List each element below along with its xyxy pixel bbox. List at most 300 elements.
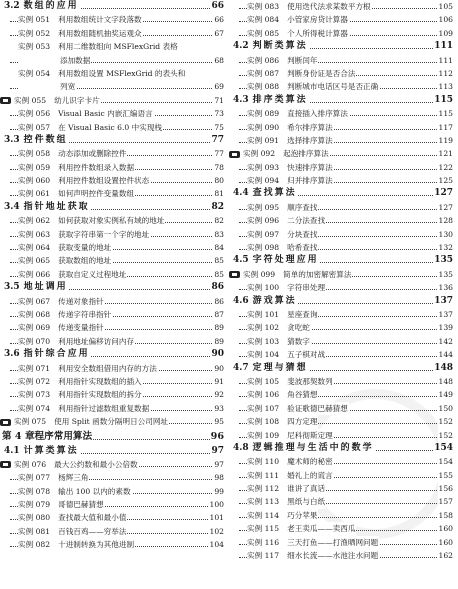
toc-entry[interactable]: [233, 201, 453, 214]
page-number: 135: [433, 254, 453, 267]
example-title: 巧分苹果: [287, 510, 318, 520]
example-title: 哈希查找: [287, 243, 318, 253]
example-id: 实例 059: [18, 162, 51, 172]
example-id: 实例 081: [18, 526, 51, 536]
toc-section[interactable]: [233, 442, 453, 455]
toc-entry[interactable]: [233, 67, 453, 80]
example-id: 实例 097: [247, 229, 280, 239]
toc-entry[interactable]: [4, 308, 224, 321]
example-id: 实例 067: [18, 296, 51, 306]
page-number: 82: [210, 201, 224, 214]
page-number: 68: [213, 54, 224, 67]
page-number: 112: [438, 67, 454, 80]
page-number: 90: [210, 348, 224, 361]
toc-entry[interactable]: [233, 402, 453, 415]
entry-text: [18, 13, 143, 26]
toc-section[interactable]: [4, 445, 224, 458]
entry-text: [247, 80, 379, 93]
entry-text: [18, 147, 127, 160]
example-id: 实例 108: [247, 417, 280, 427]
example-id: 实例 105: [247, 376, 280, 386]
toc-entry[interactable]: [4, 402, 224, 415]
section-title: 程序常用算法: [34, 430, 93, 442]
toc-section[interactable]: [4, 281, 224, 294]
section-title: 数组的应用: [23, 1, 79, 11]
toc-entry[interactable]: [233, 482, 453, 495]
entry-text: [18, 67, 186, 80]
toc-entry[interactable]: [4, 415, 224, 428]
section-title: 游戏算法: [252, 295, 297, 306]
page-number: 101: [209, 511, 225, 524]
page-number: 75: [213, 121, 224, 134]
example-title: 二分法查找: [287, 216, 326, 226]
entry-text: [18, 254, 112, 267]
example-title: 四方定理: [287, 417, 318, 427]
example-title: 归并排序算法: [287, 176, 333, 186]
entry-text: [247, 482, 326, 495]
toc-entry[interactable]: [233, 469, 453, 482]
section-title: 指针综合应用: [23, 349, 90, 360]
example-id: 实例 111: [247, 470, 280, 480]
entry-text: [247, 13, 349, 26]
toc-section[interactable]: [233, 94, 453, 107]
example-id: 实例 064: [18, 243, 51, 253]
entry-text: [18, 268, 127, 281]
toc-entry[interactable]: [233, 549, 453, 562]
page-number: 160: [438, 536, 454, 549]
toc-chapter[interactable]: [4, 429, 224, 445]
video-icon: [229, 151, 240, 158]
toc-entry[interactable]: [233, 335, 453, 348]
entry-text: [18, 228, 150, 241]
toc-entry[interactable]: [233, 214, 453, 227]
entry-text: [247, 402, 349, 415]
example-id: 实例 058: [18, 149, 51, 159]
entry-text: [2, 429, 93, 445]
toc-entry[interactable]: [233, 107, 453, 120]
entry-text: [18, 174, 150, 187]
toc-section[interactable]: [233, 362, 453, 375]
example-title: 利用指针实现数组的拆分: [58, 390, 142, 400]
example-id: 实例 070: [18, 336, 51, 346]
example-title: 五子棋对战: [287, 350, 326, 360]
section-number: 3.3: [4, 134, 20, 145]
example-id: 实例 056: [18, 109, 51, 119]
page-number: 149: [438, 388, 454, 401]
example-title: 传递对象指针: [58, 296, 104, 306]
section-number: 4.6: [233, 295, 249, 306]
example-title: 幼儿识字卡片: [54, 95, 100, 105]
entry-text: [247, 522, 356, 535]
toc-entry[interactable]: [233, 455, 453, 468]
section-title: 逻辑推理与生活中的数学: [252, 442, 374, 453]
page-number: 71: [213, 94, 224, 107]
toc-section[interactable]: [233, 40, 453, 53]
entry-text: [247, 241, 318, 254]
page-number: 66: [213, 13, 224, 26]
toc-entry[interactable]: [233, 388, 453, 401]
toc-entry[interactable]: [233, 321, 453, 334]
entry-text: [18, 40, 179, 53]
page-number: 83: [213, 228, 224, 241]
toc-entry[interactable]: [4, 13, 224, 26]
toc-entry[interactable]: [233, 174, 453, 187]
example-title: 细水长流——水池注水问题: [287, 551, 379, 561]
example-id: 实例 055: [14, 95, 47, 105]
toc-entry[interactable]: [233, 415, 453, 428]
example-title: 魔术师的秘密: [287, 457, 333, 467]
toc-entry-continuation[interactable]: [4, 80, 224, 93]
entry-text: [233, 362, 309, 375]
toc-entry[interactable]: [4, 214, 224, 227]
example-id: 实例 110: [247, 457, 280, 467]
toc-column-left: [4, 0, 224, 552]
toc-entry[interactable]: [4, 241, 224, 254]
example-id: 实例 080: [18, 513, 51, 523]
page-number: 106: [438, 13, 454, 26]
toc-entry[interactable]: [233, 121, 453, 134]
entry-text: [4, 201, 91, 214]
entry-text: [18, 107, 154, 120]
page-number: 113: [438, 80, 454, 93]
entry-text: [18, 375, 143, 388]
example-id: 实例 066: [18, 269, 51, 279]
entry-text: [18, 498, 105, 511]
toc-entry[interactable]: [233, 375, 453, 388]
toc-entry[interactable]: [4, 161, 224, 174]
entry-text: [18, 402, 150, 415]
entry-text: [247, 0, 372, 13]
example-id: 实例 054: [18, 68, 51, 78]
toc-entry[interactable]: [233, 308, 453, 321]
page-number: 148: [433, 362, 453, 375]
example-title: 黑纸与白纸: [287, 497, 326, 507]
toc-entry[interactable]: [233, 429, 453, 442]
example-title: 斐波那契数列: [287, 376, 333, 386]
toc-entry[interactable]: [4, 187, 224, 200]
entry-text: [247, 54, 318, 67]
entry-text: [247, 495, 326, 508]
example-id: 实例 065: [18, 256, 51, 266]
entry-text: [4, 0, 80, 13]
toc-section[interactable]: [4, 134, 224, 147]
toc-entry[interactable]: [233, 147, 453, 160]
example-title: 使用 Split 函数分隔明日公司网址: [54, 417, 169, 427]
toc-entry[interactable]: [4, 254, 224, 267]
toc-entry[interactable]: [4, 335, 224, 348]
page-number: 154: [438, 455, 454, 468]
example-title: 输出 100 以内的素数: [58, 486, 131, 496]
toc-entry[interactable]: [4, 94, 224, 107]
example-title: 角谷猜想: [287, 390, 318, 400]
toc-entry[interactable]: [4, 295, 224, 308]
page-number: 144: [438, 348, 454, 361]
page-number: 128: [438, 214, 454, 227]
section-title: 控件数组: [23, 134, 68, 145]
toc-entry[interactable]: [4, 525, 224, 538]
page-number: 104: [209, 538, 225, 551]
toc-entry[interactable]: [4, 67, 224, 80]
example-title: 贪吃蛇: [287, 323, 310, 333]
toc-entry[interactable]: [4, 268, 224, 281]
toc-entry[interactable]: [233, 536, 453, 549]
toc-entry[interactable]: [233, 241, 453, 254]
toc-entry[interactable]: [233, 509, 453, 522]
example-id: 实例 068: [18, 309, 51, 319]
section-title: 计算类算法: [23, 445, 79, 456]
section-number: 4.7: [233, 362, 249, 373]
page-number: 155: [438, 469, 454, 482]
example-id: 实例 104: [247, 350, 280, 360]
example-title: 利用数组随机抽奖运观众: [58, 28, 142, 38]
toc-entry-continuation[interactable]: [4, 54, 224, 67]
page-number: 89: [213, 321, 224, 334]
toc-entry[interactable]: [4, 471, 224, 484]
example-title: 利用数组统计文字段落数: [58, 15, 142, 25]
example-id: 实例 092: [243, 149, 276, 159]
toc-entry[interactable]: [4, 228, 224, 241]
example-id: 实例 076: [14, 459, 47, 469]
toc-entry[interactable]: [233, 161, 453, 174]
toc-entry[interactable]: [4, 107, 224, 120]
page-number: 139: [438, 321, 454, 334]
example-id: 实例 051: [18, 15, 51, 25]
toc-section[interactable]: [4, 348, 224, 361]
example-id: 实例 106: [247, 390, 280, 400]
page-number: 96: [210, 429, 224, 445]
entry-text: [18, 362, 158, 375]
toc-entry[interactable]: [233, 522, 453, 535]
example-id: 实例 085: [247, 28, 280, 38]
example-title: 添加数据: [60, 55, 91, 65]
page-number: 122: [438, 161, 454, 174]
entry-text: [233, 94, 309, 107]
example-title: 选择排序算法: [287, 135, 333, 145]
toc-entry[interactable]: [4, 511, 224, 524]
page-number: 66: [210, 0, 224, 13]
page-number: 162: [438, 549, 454, 562]
example-title: 获取数组的地址: [58, 256, 112, 266]
entry-text: [233, 442, 375, 455]
entry-text: [233, 254, 320, 267]
example-id: 实例 074: [18, 403, 51, 413]
page-number: 100: [209, 498, 225, 511]
example-id: 实例 079: [18, 500, 51, 510]
page-number: 81: [213, 187, 224, 200]
entry-text: [247, 67, 356, 80]
page-number: 77: [210, 134, 224, 147]
toc-entry[interactable]: [4, 498, 224, 511]
entry-text: [18, 321, 105, 334]
page-number: 93: [213, 402, 224, 415]
example-title: 顺序查找: [287, 202, 318, 212]
example-title: 分块查找: [287, 229, 318, 239]
section-number: 第 4 章: [2, 430, 35, 442]
example-title: 如何获取对象实例私有域的地址: [58, 216, 165, 226]
section-title: 排序类算法: [252, 94, 308, 105]
toc-entry[interactable]: [4, 27, 224, 40]
page-number: 80: [213, 174, 224, 187]
page-number: 86: [213, 295, 224, 308]
toc-entry[interactable]: [4, 147, 224, 160]
page-number: 67: [213, 27, 224, 40]
example-id: 实例 094: [247, 176, 280, 186]
entry-text: [247, 348, 326, 361]
example-id: 实例 062: [18, 216, 51, 226]
example-title: 传递字符串指针: [58, 309, 112, 319]
toc-entry[interactable]: [233, 281, 453, 294]
page-number: 127: [438, 201, 454, 214]
toc-entry[interactable]: [4, 121, 224, 134]
entry-text: [233, 295, 298, 308]
toc-section[interactable]: [233, 295, 453, 308]
example-id: 实例 112: [247, 484, 280, 494]
example-id: 实例 060: [18, 176, 51, 186]
toc-entry[interactable]: [4, 321, 224, 334]
example-title: 查找最大值和最小值: [58, 513, 127, 523]
toc-entry[interactable]: [233, 13, 453, 26]
page-number: 117: [438, 121, 454, 134]
entry-text: [0, 94, 101, 107]
example-id: 实例 116: [247, 537, 280, 547]
page-number: 69: [213, 80, 224, 93]
entry-text: [18, 161, 135, 174]
toc-entry[interactable]: [4, 40, 224, 53]
example-id: 实例 078: [18, 486, 51, 496]
video-icon: [0, 419, 11, 426]
video-icon: [229, 271, 240, 278]
entry-text: [18, 27, 143, 40]
toc-entry[interactable]: [4, 375, 224, 388]
toc-entry[interactable]: [233, 134, 453, 147]
entry-text: [233, 40, 309, 53]
example-title: 十进制转换为其他进制: [58, 540, 135, 550]
example-title: 简单的加密解密算法: [283, 269, 352, 279]
example-title: 个人所得税计算器: [287, 28, 348, 38]
toc-entry[interactable]: [233, 268, 453, 281]
section-number: 4.1: [4, 445, 20, 456]
example-id: 实例 102: [247, 323, 280, 333]
example-id: 实例 090: [247, 122, 280, 132]
example-id: 实例 083: [247, 2, 280, 11]
example-title: 列宽: [60, 82, 76, 92]
toc-entry[interactable]: [233, 0, 453, 13]
example-title: 判断闰年: [287, 55, 318, 65]
example-id: 实例 103: [247, 336, 280, 346]
example-id: 实例 077: [18, 473, 51, 483]
toc-section[interactable]: [233, 254, 453, 267]
example-title: 如何声明控件变量数组: [58, 189, 135, 199]
entry-text: [18, 538, 135, 551]
section-title: 定理与猜想: [252, 362, 308, 373]
entry-text: [247, 281, 326, 294]
toc-entry[interactable]: [4, 485, 224, 498]
video-icon: [0, 97, 11, 104]
section-title: 查找算法: [252, 188, 297, 199]
entry-text: [247, 549, 379, 562]
page-number: 160: [438, 522, 454, 535]
example-title: 验证歌德巴赫猜想: [287, 403, 348, 413]
section-title: 判断类算法: [252, 41, 308, 52]
page-number: 99: [213, 485, 224, 498]
example-title: 利用控件数组录入数据: [58, 162, 135, 172]
toc-section[interactable]: [233, 187, 453, 200]
page-number: 142: [438, 335, 454, 348]
toc-entry[interactable]: [233, 495, 453, 508]
example-id: 实例 072: [18, 376, 51, 386]
toc-entry[interactable]: [4, 174, 224, 187]
example-id: 实例 069: [18, 323, 51, 333]
section-number: 4.2: [233, 41, 249, 52]
page-number: 115: [438, 107, 454, 120]
section-number: 3.4: [4, 201, 20, 212]
entry-text: [18, 388, 143, 401]
page-number: 150: [438, 402, 454, 415]
example-title: 利用地址偏移访问内存: [58, 336, 135, 346]
example-title: 在 Visual Basic 6.0 中实现栈: [58, 122, 163, 132]
section-number: 4.8: [233, 442, 249, 453]
toc-entry[interactable]: [233, 228, 453, 241]
page-number: 85: [213, 254, 224, 267]
page-number: 77: [213, 147, 224, 160]
page-number: 91: [213, 375, 224, 388]
toc-entry[interactable]: [233, 80, 453, 93]
example-title: 动态添加或删除控件: [58, 149, 127, 159]
toc-entry[interactable]: [233, 54, 453, 67]
example-title: 字符串处理: [287, 283, 326, 293]
entry-text: [247, 321, 311, 334]
example-title: Visual Basic 内嵌汇编语言: [58, 109, 153, 119]
example-title: 小管家房贷计算器: [287, 15, 348, 25]
entry-text: [247, 134, 334, 147]
entry-text: [247, 415, 318, 428]
page-number: 109: [438, 27, 454, 40]
example-id: 实例 095: [247, 202, 280, 212]
toc-entry[interactable]: [4, 538, 224, 551]
toc-entry[interactable]: [233, 348, 453, 361]
page-number: 87: [213, 308, 224, 321]
example-title: 希尔排序算法: [287, 122, 333, 132]
entry-text: [247, 388, 318, 401]
example-title: 星座查询: [287, 309, 318, 319]
page-number: 82: [213, 214, 224, 227]
example-title: 获取变量的地址: [58, 243, 112, 253]
example-title: 获取字符串第一个字的地址: [58, 229, 150, 239]
toc-section[interactable]: [4, 201, 224, 214]
entry-text: [18, 471, 89, 484]
entry-text: [4, 348, 91, 361]
toc-section[interactable]: [4, 0, 224, 13]
example-id: 实例 084: [247, 15, 280, 25]
page-number: 78: [213, 161, 224, 174]
example-title: 获取自定义过程地址: [58, 269, 127, 279]
entry-text: [247, 429, 334, 442]
entry-text: [4, 281, 69, 294]
toc-entry[interactable]: [4, 362, 224, 375]
example-id: 实例 057: [18, 122, 51, 132]
toc-entry[interactable]: [4, 388, 224, 401]
page-number: 137: [438, 308, 454, 321]
page-number: 127: [433, 187, 453, 200]
toc-entry[interactable]: [233, 27, 453, 40]
entry-text: [247, 214, 326, 227]
example-id: 实例 086: [247, 55, 280, 65]
toc-entry[interactable]: [4, 458, 224, 471]
page-number: 92: [213, 388, 224, 401]
example-title: 传递变量指针: [58, 323, 104, 333]
example-id: 实例 073: [18, 390, 51, 400]
section-title: 地址调用: [23, 282, 68, 293]
